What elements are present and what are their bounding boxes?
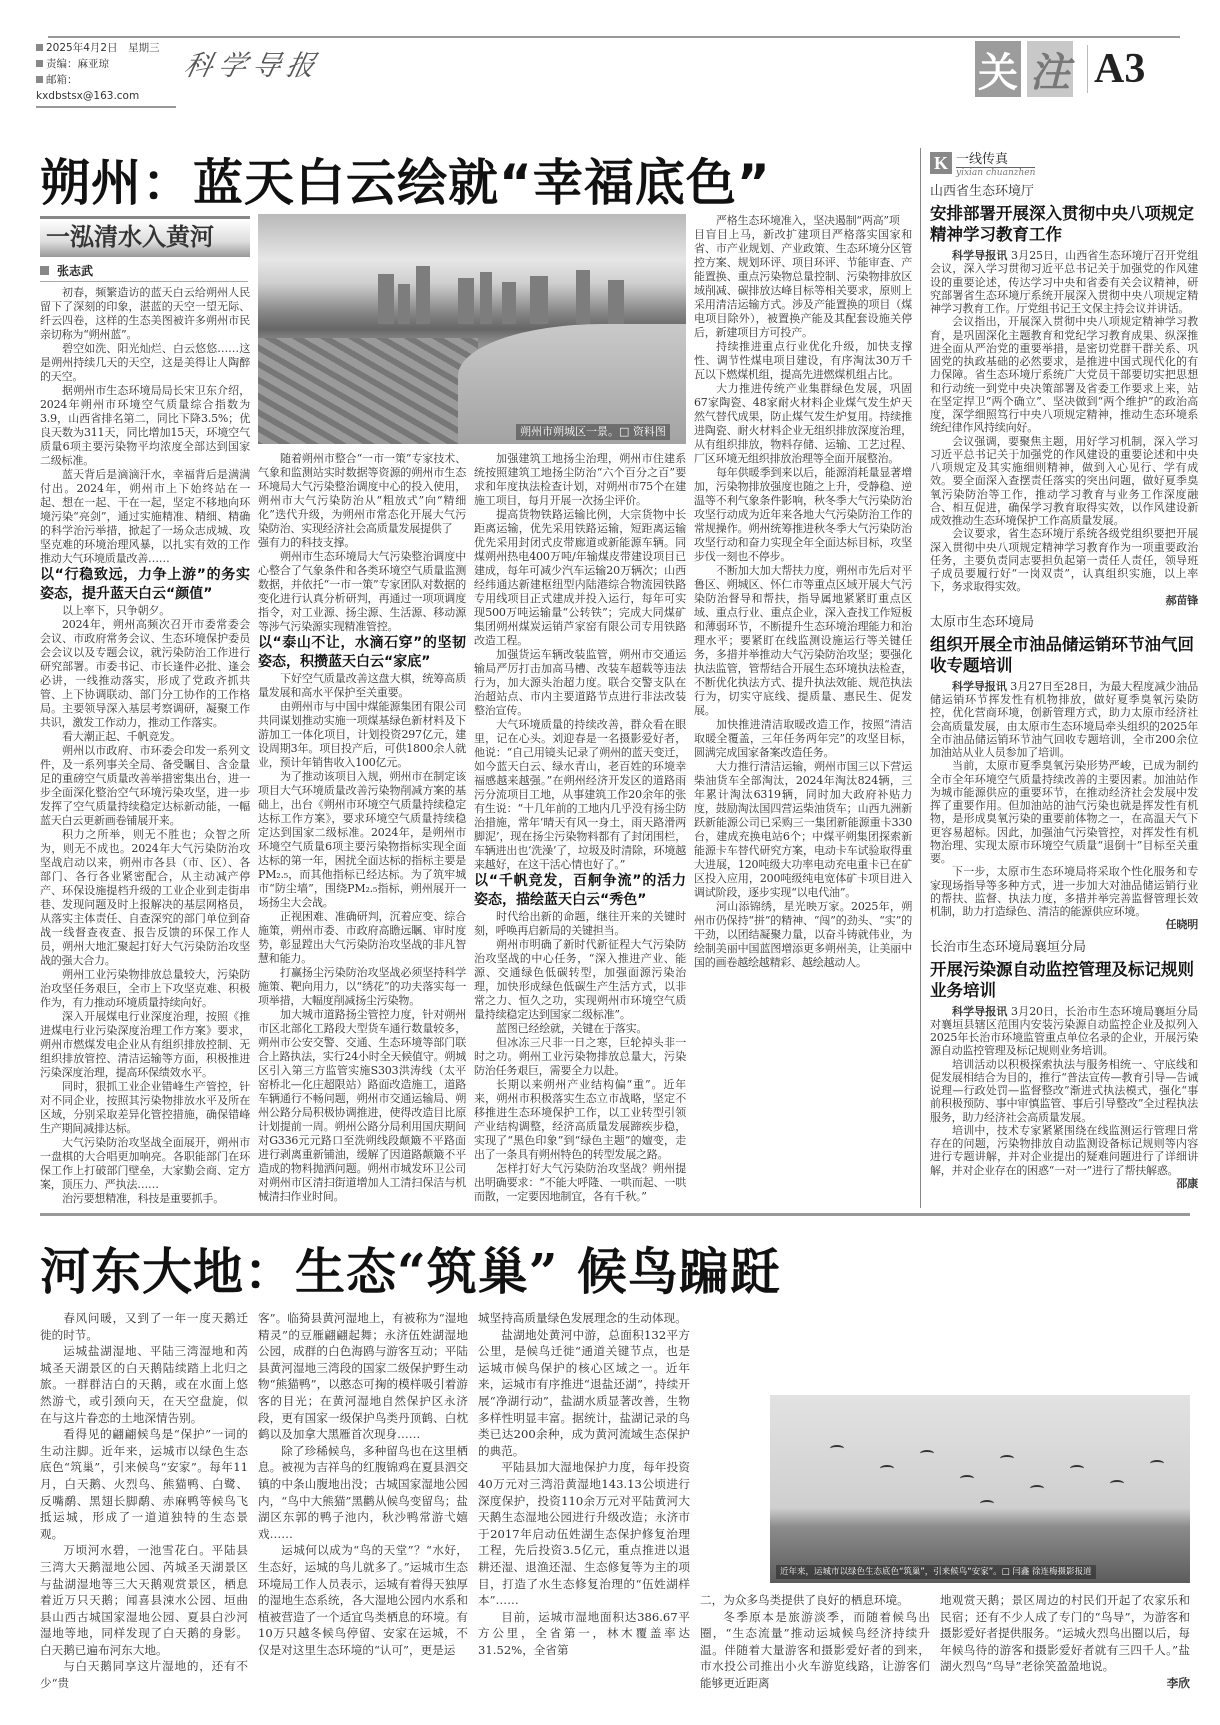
column-divider bbox=[920, 148, 921, 1208]
article-column-3 bbox=[474, 452, 686, 1206]
lead-label: 科学导报讯 bbox=[952, 249, 1008, 262]
paragraph: 治污要想精准，科技是重要抓手。 bbox=[62, 1192, 224, 1205]
sidebar-article bbox=[930, 615, 1198, 932]
city-lake-photo bbox=[258, 214, 686, 444]
main-headline: 朔州：蓝天白云绘就“幸福底色” bbox=[40, 154, 771, 212]
page-number: A3 bbox=[1087, 45, 1145, 93]
author: 邵康 bbox=[1176, 1176, 1198, 1190]
photo-caption: 朔州市朔城区一景。□ 资料图 bbox=[516, 424, 670, 440]
paragraph: 看得见的翩翩候鸟是“保护”一词的生动注脚。近年来，运城市以绿色生态底色“筑巢”，引来候鸟“安家”。每年11月，白天鹅、火烈鸟、熊猫鸭、白鹭、反嘴鹬、黑翅长脚鹬、赤麻鸭等候鸟飞抵运城，形成了一道道独特的生态景观。 bbox=[40, 1427, 248, 1541]
bird-article-column-4 bbox=[700, 1592, 930, 1720]
subheading: 以“泰山不让，水滴石穿”的坚韧姿态，积攒蓝天白云“家底” bbox=[258, 635, 466, 670]
bird-article-column-5 bbox=[940, 1592, 1190, 1720]
paragraph: 由朔州市与中国中煤能源集团有限公司共同谋划推动实施一项煤基绿色新材料及下游加工一体化项目，计划投资297亿元，建设周期3年。项目投产后，可供1800余人就业，预计年销售收入100亿元。 bbox=[258, 700, 466, 769]
author: 郝苗锋 bbox=[1165, 593, 1198, 607]
article-org: 山西省生态环境厅 bbox=[930, 184, 1035, 199]
article-title: 组织开展全市油品储运销环节油气回收专题培训 bbox=[930, 634, 1194, 675]
article-column-1 bbox=[40, 286, 250, 1206]
byline: 张志武 bbox=[40, 264, 248, 282]
paragraph: 盐湖地处黄河中游，总面积132平方公里，是候鸟迁徙“通道关键节点，也是运城市候鸟保护的核心区域之一。近年来，运城市有序推进“退盐还湖”，持续开展“净湖行动”，盐湖水质显著改善，生物多样性明显丰富。据统计，盐湖记录的鸟类已达200余种，成为黄河流域生态保护的典范。 bbox=[478, 1327, 690, 1458]
paragraph: 为了推动该项目入规，朔州市在制定该项目大气环境质量改善污染物削减方案的基础上，出台《朔州市环境空气质量持续稳定达标工作方案》，要求环境空气质量持续稳定达到国家二级标准。2024年，是朔州市环境空气质量6项主要污染物指标实现全面达标的第一年，困扰全面达标的指标主要是PM₂.₅，而其他指标已经达标。为了筑牢城市“防尘墙”，围绕PM₂.₅指标，朔州展开一场扬尘大会战。 bbox=[258, 770, 466, 909]
paragraph: 二，为众多鸟类提供了良好的栖息环境。 bbox=[700, 1593, 909, 1607]
article-org: 太原市生态环境局 bbox=[930, 614, 1035, 630]
paragraph: 河山添锦绣，星光映万家。2025年，朔州市仍保持“拼”的精神、“闯”的劲头、“实”的干劲，以团结凝聚力量，以奋斗铸就伟业，为绘制美丽中国蓝图增添更多朔州美，让美丽中国的画卷越绘越精彩、越绘越动人。 bbox=[694, 900, 912, 969]
migratory-birds-photo bbox=[770, 1395, 1190, 1583]
column-pinyin: yixian chuanzhen bbox=[956, 168, 1036, 178]
article-title: 安排部署开展深入贯彻中央八项规定精神学习教育工作 bbox=[930, 204, 1194, 244]
paragraph: 严格生态环境准入，坚决遏制“两高”项 bbox=[716, 214, 900, 227]
section-char: 注 bbox=[1027, 41, 1073, 97]
paragraph: 大气环境质量的持续改善，群众看在眼里，记在心头。刘迎春是一名摄影爱好者，他说：“自己用镜头记录了朔州的蓝天变迁，如今蓝天白云、绿水青山，老百姓的环境幸福感越来越强。”在朔州经济开发区的道路雨污分流项目工地，从事建筑工作20余年的张有生说：“十几年前的工地内几乎没有扬尘防治措施，常年‘晴天有风一身土，雨天路滑两脚泥’，现在扬尘污染物料都有了封闭围栏，车辆进出也‘洗澡’了，垃圾及时清除，环境越来越好，在这干活心情也好了。” bbox=[474, 718, 686, 871]
issue-email: 邮箱：kxdbstsx@163.com bbox=[36, 72, 176, 104]
paragraph: 怎样打好大气污染防治攻坚战？朔州提出明确要求：“不能大呼隆、一哄而起、一哄而散，一定要因地制宜，各有千秋。” bbox=[474, 1162, 686, 1203]
paragraph: 下好空气质量改善这盘大棋，统筹高质量发展和高水平保护至关重要。 bbox=[258, 672, 466, 699]
paragraph: 3月20日，长治市生态环境局襄垣分局对襄垣县辖区范围内安装污染源自动监控企业及拟列入2025年长治市环境监管重点单位名录的企业，开展污染源自动监控管理及标记规则业务培训。 bbox=[930, 1004, 1198, 1058]
article-org: 长治市生态环境局襄垣分局 bbox=[930, 939, 1087, 955]
paragraph: 据朔州市生态环境局局长宋卫东介绍，2024年朔州市环境空气质量综合指数为3.9，山西省排名第二，同比下降3.5%；优良天数为311天，同比增加15天，环境空气质量6项主要污染物平均浓度全部达到国家二级标准。 bbox=[40, 384, 250, 467]
paragraph: 大气污染防治攻坚战全面展开，朔州市一盘棋的大合唱更加响亮。各职能部门在环保工作上打破部门壁垒，大家勤会商、定方案，顶压力、严执法…… bbox=[40, 1136, 250, 1191]
article-column-2 bbox=[258, 452, 466, 1206]
paragraph: 提高货物铁路运输比例，大宗货物中长距离运输，优先采用铁路运输，短距离运输优先采用封闭式皮带廊道或新能源车辆。同煤朔州热电400万吨/年输煤皮带建设项目已建成，每年可减少汽车运输20万辆次；山西经纬通达新建枢纽型内陆港综合物流园铁路专用线项目正式建成并投入运行，每年可实现500万吨运输量“公转铁”；完成大同煤矿集团朔州煤炭运销芦家窑有限公司专用铁路改造工程。 bbox=[474, 508, 686, 647]
kicker: 一泓清水入黄河 bbox=[40, 216, 250, 257]
column-logo bbox=[930, 148, 1035, 178]
author: 李欣 bbox=[1166, 1675, 1190, 1690]
paragraph: 加强建筑工地扬尘治理，朔州市住建系统按照建筑工地扬尘防治“六个百分之百”要求和年度执法检查计划，对朔州市75个在建施工项目，每月开展一次扬尘评价。 bbox=[474, 452, 686, 507]
lead-label: 科学导报讯 bbox=[952, 679, 1007, 693]
paragraph: 客”。临猗县黄河湿地上，有被称为“湿地精灵”的豆雁翩翩起舞；永济伍姓湖湿地公园，成群的白色海鸥与游客互动；平陆县黄河湿地三湾段的国家二级保护野生动物“熊猫鸭”，以憨态可掬的模样吸引着游客的目光；在黄河湿地自然保护区永济段，更有国家一级保护鸟类丹顶鹤、白枕鹤以及加拿大黑雁首次现身…… bbox=[258, 1311, 468, 1442]
paragraph: 与白天鹅同享这片湿地的，还有不少“贵 bbox=[40, 1659, 248, 1691]
column-name: 一线传真 bbox=[956, 148, 1035, 168]
paragraph: 培训中，技术专家紧紧围绕在线监测运行管理日常存在的问题，污染物排放自动监测设备标记规则等内容进行专题讲解，并对企业提出的疑难问题进行了详细讲解，并对企业存在的困惑“一对一”进行了帮扶解惑。 bbox=[930, 1123, 1198, 1177]
paragraph: 当前，太原市夏季臭氧污染形势严峻，已成为制约全市全年环境空气质量持续改善的主要因素。加油站作为城市能源供应的重要环节，在推动经济社会发展中发挥了重要作用。但加油站的油气污染也就是挥发性有机物，是形成臭氧污染的重要前体物之一，在高温天气下更容易超标。因此，加强油气污染管控，对挥发性有机物治理、实现太原市环境空气质量“退倒十”目标至关重要。 bbox=[930, 759, 1198, 865]
paper-logo: 科学导报 bbox=[181, 49, 325, 82]
section-divider bbox=[40, 1213, 1190, 1216]
paragraph: 会议要求，省生态环境厅系统各级党组织要把开展深入贯彻中央八项规定精神学习教育作为一项重要政治任务，主要负责同志要担负起第一责任人责任，领导班子成员要履行好“一岗双责”，认真组织实施，以上率下，务求取得实效。 bbox=[930, 527, 1198, 594]
bird-article-column-3 bbox=[478, 1310, 690, 1720]
paragraph: 城坚持高质量绿色发展理念的生动体现。 bbox=[478, 1311, 687, 1325]
paragraph: 看大潮正起、千帆竞发。 bbox=[62, 730, 181, 743]
paragraph: 碧空如洗、阳光灿烂、白云悠悠……这是朔州持续几天的天空，这是美得让人陶醉的天空。 bbox=[40, 342, 250, 383]
paragraph: 加大城市道路扬尘管控力度，针对朔州市区北部化工路段大型货车通行数量较多，朔州市公安交警、交通、生态环境等部门联合上路执法，实行24小时全天候值守。朔城区引入第三方监管实施S303洪涛线（太平窑桥北—化庄超限站）路面改造施工，道路车辆通行不畅问题，朔州市交通运输局、朔州公路分局积极协调推进，使得改造目比原计划提前一周。朔州公路分局利用国庆期间对G336元元路口至洗朔线段颠簸不平路面进行剥离重新铺油，缓解了因道路颠簸不平造成的物料抛洒问题。朔州市城发环卫公司对朔州市区清扫街道增加人工清扫保洁与机械清扫作业时间。 bbox=[258, 1008, 466, 1203]
paragraph: 加强货运车辆改装监管，朔州市交通运输局严厉打击加高马槽、改装车超载等违法行为，加大源头治超力度。联合交警支队在治超站点、市内主要道路节点进行非法改装整治宣传。 bbox=[474, 648, 686, 717]
paragraph: 平陆县加大湿地保护力度，每年投资40万元对三湾沿黄湿地143.13公顷进行深度保护，投资110余万元对平陆黄河大天鹅生态湿地公园进行升级改造；永济市于2017年启动伍姓湖生态保护修复治理工程，先后投资3.5亿元，重点推进以退耕还湿、退渔还湿、生态修复等为主的项目，打造了水生态修复治理的“伍姓湖样本”…… bbox=[478, 1460, 690, 1608]
paragraph: 正视困难、准确研判，沉着应变、综合施策，朔州市委、市政府高瞻远瞩、审时度势，彰显蹚出大气污染防治攻坚战的非凡智慧和能力。 bbox=[258, 910, 466, 965]
paragraph: 朔州以市政府、市环委会印发一系列文件，及一系列事关全局、备受瞩目、含金量足的重磅空气质量改善举措密集出台，进一步全面深化整治空气环境污染攻坚，进一步发挥了空气质量持续稳定达标新动能，一幅蓝天白云更新画卷铺展开来。 bbox=[40, 744, 250, 827]
paragraph: 强有力的科技支撑。 bbox=[258, 536, 356, 549]
paragraph: 朔州市生态环境局大气污染整治调度中心整合了气象条件和各类环境空气质量监测数据，并依托“一市一策”专家团队对数据的变化进行认真分析研判，再通过一项项调度指令，对工业源、扬尘源、生活源、移动源等涉气污染源实现精准管控。 bbox=[258, 550, 466, 633]
section-char: 关 bbox=[975, 41, 1021, 97]
issue-editor: 责编：麻亚琼 bbox=[36, 56, 176, 72]
paragraph: 朔州市明确了新时代新征程大气污染防治攻坚战的中心任务，“深入推进产业、能源、交通绿色低碳转型，加强面源污染治理，加快形成绿色低碳生产生活方式，以非常之力、恒久之功，实现朔州市环境空气质量持续稳定达到国家二级标准”。 bbox=[474, 938, 686, 1021]
paragraph: 每年供暖季到来以后，能源消耗量显著增加，污染物排放强度也随之上升，受静稳、逆温等不利气象条件影响，秋冬季大气污染防治攻坚行动成为近年来各地大气污染防治工作的常规操作。朔州统筹推进秋冬季大气污染防治攻坚行动和奋力实现全年全面达标目标，攻坚步伐一刻也不停步。 bbox=[694, 466, 912, 563]
paragraph: 不断加大加大帮扶力度，朔州市先后对平鲁区、朔城区、怀仁市等重点区域开展大气污染防治督导和帮扶，指导属地紧紧盯重点区域、重点行业、重点企业，深入查找工作短板和薄弱环节，不断提升生态环境治理能力和治理水平；要紧盯在线监测设施运行等关键任务，多措并举推动大气污染防治攻坚；要强化执法监管，管帮结合开展生态环境执法检查，不断优化执法方式、提升执法效能、规范执法行为，切实守底线、提质量、惠民生、促发展。 bbox=[694, 564, 912, 717]
paragraph: 以上率下，只争朝夕。 bbox=[62, 604, 170, 617]
paragraph: 冬季原本是旅游淡季，而随着候鸟出圈，“生态流量”推动运城候鸟经济持续升温。伴随着大量游客和摄影爱好者的到来，市水投公司推出小火车游览线路，让游客们能够更近距离 bbox=[700, 1609, 930, 1690]
section-header bbox=[975, 40, 1145, 98]
top-rule bbox=[48, 36, 1180, 38]
paragraph: 初春，频繁造访的蓝天白云给朔州人民留下了深刻的印象，湛蓝的天空一望无际、纤云四卷，这样的生态美图被许多朔州市民亲切称为“朔州蓝”。 bbox=[40, 286, 250, 341]
lead-label: 科学导报讯 bbox=[952, 1004, 1008, 1018]
paragraph: 春风问暖，又到了一年一度天鹅迁徙的时节。 bbox=[40, 1311, 248, 1342]
paragraph: 运城盐湖湿地、平陆三湾湿地和芮城圣天湖景区的白天鹅陆续踏上北归之旅。一群群洁白的天鹅，或在水面上悠然游弋，或引颈向天，在天空盘旋，似在与这片眷恋的土地深情告别。 bbox=[40, 1344, 248, 1425]
paragraph: 时代给出新的命题，继往开来的关键时刻，呼唤再启新局的关键担当。 bbox=[474, 910, 686, 937]
paragraph: 蓝图已经绘就，关键在于落实。 bbox=[496, 1022, 648, 1035]
second-headline: 河东大地：生态“筑巢” 候鸟蹁跹 bbox=[40, 1242, 781, 1301]
issue-date: 2025年4月2日 星期三 bbox=[36, 40, 176, 56]
paragraph: 会议指出，开展深入贯彻中央八项规定精神学习教育，是巩固深化主题教育和党纪学习教育成果、纵深推进全面从严治党的重要举措，是密切党群干群关系、巩固党的执政基础的必然要求，是推进中国式现代化的有力保障。省生态环境厅系统广大党员干部要切实把思想和行动统一到党中央决策部署及省委工作要求上来，站在坚定捍卫“两个确立”、坚决做到“两个维护”的政治高度，深学细照笃行中央八项规定精神，推动生态环境系统纪律作风持续向好。 bbox=[930, 315, 1198, 435]
paragraph: 持续推进重点行业优化升级，加快支撑性、调节性煤电项目建设，有序淘汰30万千瓦以下燃煤机组，提高先进燃煤机组占比。 bbox=[694, 340, 912, 381]
paragraph: 大力推行清洁运输，朔州市国三以下营运柴油货车全部淘汰，2024年淘汰824辆，三年累计淘汰6319辆，同时加大政府补贴力度，鼓励淘汰国四营运柴油货车；山西九洲新跃新能源公司已采购三一集团新能源重卡330台，建成充换电站6个；中煤平朔集团探索新能源卡车替代研究方案，电动卡车试验取得重大进展，120吨级大功率电动充电重卡已在矿区投入应用，200吨级纯电宽体矿卡项目进入调试阶段，逐步实现“以电代油”。 bbox=[694, 760, 912, 899]
paragraph: 打赢扬尘污染防治攻坚战必须坚持科学施策、靶向用力，以“绣花”的功夫落实每一项举措，大幅度削减扬尘污染物。 bbox=[258, 966, 466, 1007]
paragraph: 但冰冻三尺非一日之寒，巨轮掉头非一时之功。朔州工业污染物排放总量大，污染防治任务艰巨，需要全力以赴。 bbox=[474, 1036, 686, 1077]
paragraph: 地观赏天鹅；景区周边的村民们开起了农家乐和民宿；还有不少人成了专门的“鸟导”，为游客和摄影爱好者提供服务。“运城火烈鸟出圈以后，每年候鸟待的游客和摄影爱好者就有三四千人。”盐湖火烈鸟“鸟导”老徐笑盈盈地说。 bbox=[940, 1593, 1190, 1674]
issue-meta bbox=[36, 40, 176, 108]
paragraph: 深入开展煤电行业深度治理，按照《推进煤电行业污染深度治理工作方案》要求，朔州市燃煤发电企业从有组织排放控制、无组织排放管控、清洁运输等方面，积极推进污染深度治理，提高环保绩效水平。 bbox=[40, 1010, 250, 1079]
paragraph: 目盲目上马，新改扩建项目严格落实国家和省、市产业规划、产业政策、生态环境分区管控方案、规划环评、项目环评、节能审查、产能置换、重点污染物总量控制、污染物排放区域削减、碳排放达峰目标等相关要求，原则上采用清洁运输方式。涉及产能置换的项目（煤电项目除外），被置换产能及其配套设施关停后，新建项目方可投产。 bbox=[694, 228, 912, 339]
paragraph: 万顷河水碧，一池雪花白。平陆县三湾大天鹅湿地公园、芮城圣天湖景区与盐湖湿地等三大天鹅观赏景区，栖息着近万只天鹅；闻喜县涑水公园、垣曲县山西古城国家湿地公园、夏县白沙河湿地等地，同样发现了白天鹅的身影。白天鹅已遍布河东大地。 bbox=[40, 1543, 248, 1657]
paragraph: 培训活动以积极探索执法与服务相统一、守底线和促发展相结合为目的，推行“普法宣传—教育引导—告诫说理—行政处罚—监督整改”渐进式执法模式，强化“事前积极预防、事中审慎监管、事后引导整改”全过程执法服务，助力经济社会高质量发展。 bbox=[930, 1057, 1198, 1124]
paragraph: 蓝天背后是滴滴汗水，幸福背后是满满付出。2024年，朔州市上下始终站在一起、想在一起、干在一起，坚定不移地向环境污染“亮剑”，通过实施精准、精细、精确的科学治污举措，掀起了一场众志成城、攻坚克难的环境治理风暴，以扎实有效的工作推动大气环境质量改善…… bbox=[40, 468, 250, 565]
article-column-4 bbox=[694, 214, 912, 1206]
paragraph: 运城何以成为“鸟的天堂”？“水好，生态好，运城的鸟儿就多了。”运城市生态环境局工作人员表示，运城有着得天独厚的湿地生态系统，各大湿地公园内水系和植被营造了一个适宜鸟类栖息的环境。有10万只越冬候鸟停留、安家在运城，不仅是对这里生态环境的“认可”，更是运 bbox=[258, 1543, 468, 1657]
bird-article-column-2 bbox=[258, 1310, 468, 1720]
paragraph: 长期以来朔州产业结构偏“重”。近年来，朔州市积极落实生态立市战略，坚定不移推进生态环境保护工作，以工业转型引领产业结构调整，经济高质量发展蹄疾步稳，实现了“黑色印象”到“绿色主题”的嬗变，走出了一条具有朔州特色的转型发展之路。 bbox=[474, 1078, 686, 1161]
paragraph: 2024年，朔州高频次召开市委常委会会议、市政府常务会议、生态环境保护委员会会议以及专题会议，就污染防治工作进行研究部署。市委书记、市长逢件必批、逢会必讲，一线推动落实，形成了党政齐抓共管、上下协调联动、部门分工协作的工作格局。主要领导深入基层考察调研，凝聚工作共识，激发工作动力，推动工作落实。 bbox=[40, 618, 250, 729]
sidebar-article bbox=[930, 940, 1198, 1191]
paragraph: 随着朔州市整合“一市一策”专家技术、气象和监测站实时数据等资源的朔州市生态环境局大气污染整治调度中心的投入使用，朔州市大气污染防治从“粗放式”向“精细化”迭代升级，为朔州市常态化开展大气污染防治、实现经济社会高质量发展提供了 bbox=[258, 452, 466, 535]
bird-article-column-1 bbox=[40, 1310, 248, 1720]
author: 任晓明 bbox=[1165, 918, 1198, 932]
subheading: 以“千帆竞发，百舸争流”的活力姿态，描绘蓝天白云“秀色” bbox=[474, 873, 686, 908]
paragraph: 下一步，太原市生态环境局将采取个性化服务和专家现场指导等多种方式，进一步加大对油品储运销行业的帮扶、监督、执法力度，多措并举完善监督管理长效机制，助力打造绿色、清洁的能源供应环境。 bbox=[930, 865, 1198, 918]
paragraph: 同时，狠抓工业企业错峰生产管控，针对不同企业，按照其污染物排放水平及所在区域，分别采取差异化管控措施，确保错峰生产期间减排达标。 bbox=[40, 1080, 250, 1135]
paragraph: 目前，运城市湿地面积达386.67平方公里，全省第一，林木覆盖率达31.52%，全省第 bbox=[478, 1609, 690, 1657]
paragraph: 3月27日至28日，为最大程度减少油品储运销环节挥发性有机物排放，做好夏季臭氧污染防控，优化营商环境，创新管理方式，助力太原市经济社会高质量发展，由太原市生态环境局牵头组织的2025年全市油品储运销环节油气回收专题培训，全市200余位加油站从业人员参加了培训。 bbox=[930, 679, 1198, 759]
photo-caption: 近年来，运城市以绿色生态底色“筑巢”，引来候鸟“安家”。□ 闫鑫 徐连梅摄影报道 bbox=[776, 1565, 1096, 1579]
paragraph: 大力推进传统产业集群绿色发展，巩固67家陶瓷、48家耐火材料企业煤气发生炉天然气替代成果，防止煤气发生炉复用。持续推进陶瓷、耐火材料企业无组织排放深度治理，从有组织排放，物料存储、运输、工艺过程、厂区环境无组织排放治理等全面开展整治。 bbox=[694, 382, 912, 465]
paragraph: 朔州工业污染物排放总量较大，污染防治攻坚任务艰巨，全市上下攻坚克难、积极作为，有力推动环境质量持续向好。 bbox=[40, 968, 250, 1009]
article-title: 开展污染源自动监控管理及标记规则业务培训 bbox=[930, 959, 1194, 1000]
paragraph: 会议强调，要聚焦主题，用好学习机制，深入学习习近平总书记关于加强党的作风建设的重要论述和中央八项规定及其实施细则精神，做到入心见行、学有成效。要全面深入查摆责任落实的突出问题，做好夏季臭氧污染防治等工作，推动学习教育与业务工作深度融合、相互促进，确保学习教育取得实效，以作风建设新成效推动生态环境保护工作高质量发展。 bbox=[930, 434, 1198, 527]
paragraph: 积力之所举，则无不胜也；众智之所为，则无不成也。2024年大气污染防治攻坚战启动以来，朔州市各县（市、区）、各部门、各行各业紧密配合，从主动减产停产、环保设施提档升级的工业企业到走街串巷、发现问题及时上报解决的基层网格员，从落实主体责任、自查深究的部门单位到奋战一线督查夜查、报告反馈的环保工作人员，朔州大地汇聚起打好大气污染防治攻坚战的强大合力。 bbox=[40, 828, 250, 967]
paragraph: 加快推进清洁取暖改造工作，按照“清洁取暖全覆盖，三年任务两年完”的攻坚目标，圆满完成国家备案改造任务。 bbox=[694, 718, 912, 759]
subheading: 以“行稳致远，力争上游”的务实姿态，提升蓝天白云“颜值” bbox=[40, 567, 250, 602]
sidebar-articles bbox=[930, 184, 1198, 1208]
column-letter: K bbox=[930, 152, 952, 174]
paragraph: 3月25日，山西省生态环境厅召开党组会议，深入学习贯彻习近平总书记关于加强党的作风建设的重要论述，传达学习中央和省委有关会议精神，研究部署省生态环境厅系统开展深入贯彻中央八项规定精神学习教育工作。厅党组书记王文保主持会议并讲话。 bbox=[930, 249, 1198, 315]
sidebar-article bbox=[930, 184, 1198, 607]
paragraph: 除了珍稀候鸟，多种留鸟也在这里栖息。被视为吉祥鸟的红腹锦鸡在夏县泗交镇的中条山腹地出没；古城国家湿地公园内，“鸟中大熊猫”黑鹳从候鸟变留鸟；盐湖区东郭的鸭子池内，秋沙鸭常游弋嬉戏…… bbox=[258, 1443, 468, 1541]
